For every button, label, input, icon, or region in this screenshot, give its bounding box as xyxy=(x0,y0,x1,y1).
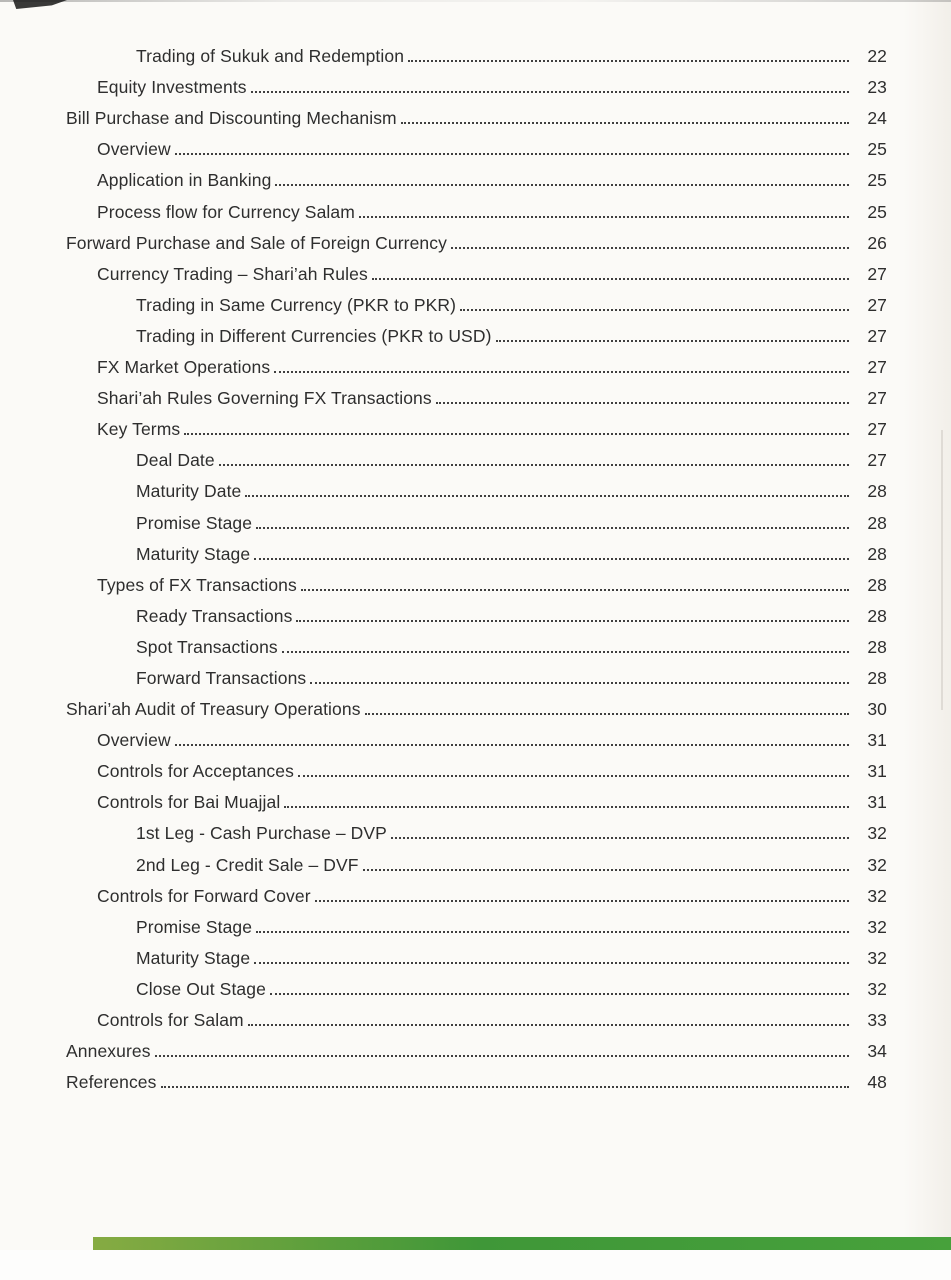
toc-leader-dots xyxy=(275,184,849,186)
toc-entry xyxy=(66,814,887,845)
toc-page-number: 27 xyxy=(867,450,887,471)
toc-page-number: 31 xyxy=(867,792,887,813)
toc-entry xyxy=(66,1001,887,1032)
toc-entry xyxy=(66,192,887,223)
toc-leader-dots xyxy=(460,309,849,311)
toc-entry-title: Spot Transactions xyxy=(136,636,278,657)
toc-entry xyxy=(66,970,887,1001)
toc-entry xyxy=(66,908,887,939)
toc-page-number: 25 xyxy=(867,139,887,160)
toc-entry xyxy=(66,286,887,317)
toc-entry xyxy=(66,1063,887,1094)
toc-leader-dots xyxy=(256,931,849,933)
toc-leader-dots xyxy=(248,1024,849,1026)
toc-leader-dots xyxy=(270,993,849,995)
toc-entry xyxy=(66,441,887,472)
toc-page-number: 33 xyxy=(867,1010,887,1030)
toc-entry xyxy=(66,472,887,503)
toc-entry-title: Process flow for Currency Salam xyxy=(97,201,355,222)
toc-entry xyxy=(66,255,887,286)
toc-entry-title: Shari’ah Audit of Treasury Operations xyxy=(66,699,361,720)
toc-entry-title: Application in Banking xyxy=(97,170,272,191)
toc-entry-title: Forward Purchase and Sale of Foreign Currency xyxy=(66,232,447,253)
toc-page-number: 28 xyxy=(867,481,887,502)
toc-leader-dots xyxy=(284,806,849,808)
toc-entry xyxy=(66,690,887,721)
toc-page-number: 32 xyxy=(867,854,887,875)
toc-leader-dots xyxy=(310,682,849,684)
toc-page-number: 32 xyxy=(867,978,887,999)
toc-page-number: 27 xyxy=(867,357,887,378)
toc-entry xyxy=(66,845,887,876)
toc-entry-title: Maturity Stage xyxy=(136,543,251,564)
toc-leader-dots xyxy=(365,713,849,715)
toc-entry-title: Currency Trading – Shari’ah Rules xyxy=(97,263,368,284)
toc-entry xyxy=(66,99,887,130)
toc-leader-dots xyxy=(372,278,849,280)
toc-page-number: 28 xyxy=(867,543,887,564)
toc-leader-dots xyxy=(175,744,849,746)
toc-entry-title: Controls for Forward Cover xyxy=(97,885,311,906)
toc-leader-dots xyxy=(245,495,849,497)
toc-entry xyxy=(66,659,887,690)
toc-page-number: 27 xyxy=(867,294,887,315)
toc-leader-dots xyxy=(401,122,849,124)
toc-page-number: 22 xyxy=(867,46,887,67)
toc-entry xyxy=(66,68,887,99)
scan-crease-artifact xyxy=(941,430,943,710)
toc-entry xyxy=(66,535,887,566)
toc-leader-dots xyxy=(251,91,849,93)
toc-entry-title: Promise Stage xyxy=(136,512,253,533)
toc-page-number: 32 xyxy=(867,823,887,844)
toc-page-number: 26 xyxy=(867,232,887,253)
toc-entry xyxy=(66,379,887,410)
toc-entry-title: Promise Stage xyxy=(136,916,253,937)
toc-entry-title: Forward Transactions xyxy=(136,667,307,688)
toc-entry-title: FX Market Operations xyxy=(97,357,271,378)
toc-page-number: 27 xyxy=(867,263,887,284)
toc-page-number: 24 xyxy=(867,108,887,129)
toc-entry xyxy=(66,410,887,441)
toc-page-number: 23 xyxy=(867,77,887,98)
toc-leader-dots xyxy=(436,402,849,404)
scan-top-edge-artifact xyxy=(0,0,951,2)
toc-entry xyxy=(66,721,887,752)
toc-entry-title: 2nd Leg - Credit Sale – DVF xyxy=(136,854,359,875)
toc-page-number: 32 xyxy=(867,885,887,906)
toc-entry xyxy=(66,37,887,68)
toc-entry-title: Types of FX Transactions xyxy=(97,574,297,595)
toc-entry xyxy=(66,752,887,783)
toc-entry-title: Shari’ah Rules Governing FX Transactions xyxy=(97,388,432,409)
toc-entry-title: Key Terms xyxy=(97,419,181,440)
toc-entry xyxy=(66,161,887,192)
toc-entry-title: Controls for Bai Muajjal xyxy=(97,792,281,813)
footer-margin xyxy=(0,1250,951,1280)
toc-entry-title: Trading in Different Currencies (PKR to USD) xyxy=(136,325,492,346)
toc-leader-dots xyxy=(298,775,849,777)
toc-leader-dots xyxy=(282,651,849,653)
toc-entry-title: Bill Purchase and Discounting Mechanism xyxy=(66,108,397,129)
toc-entry-title: Overview xyxy=(97,139,171,160)
toc-page-number: 28 xyxy=(867,636,887,657)
toc-entry xyxy=(66,628,887,659)
toc-page-number: 27 xyxy=(867,419,887,440)
toc-page-number: 31 xyxy=(867,730,887,751)
toc-entry xyxy=(66,224,887,255)
toc-leader-dots xyxy=(155,1055,849,1057)
toc-leader-dots xyxy=(161,1086,850,1088)
toc-entry-title: Controls for Acceptances xyxy=(97,761,294,782)
toc-page-number: 28 xyxy=(867,512,887,533)
toc-page-number: 27 xyxy=(867,325,887,346)
toc-leader-dots xyxy=(451,247,849,249)
toc-entry-title: Deal Date xyxy=(136,450,215,471)
scan-corner-artifact xyxy=(13,0,67,9)
toc-entry-title: Ready Transactions xyxy=(136,605,293,626)
toc-page-number: 25 xyxy=(867,201,887,222)
toc-entry-title: References xyxy=(66,1072,157,1093)
toc-leader-dots xyxy=(274,371,849,373)
toc-entry xyxy=(66,348,887,379)
toc-entry-title: Maturity Date xyxy=(136,481,242,502)
toc-page-number: 32 xyxy=(867,916,887,937)
toc-leader-dots xyxy=(391,837,849,839)
toc-page-number: 31 xyxy=(867,761,887,782)
toc-page-number: 32 xyxy=(867,947,887,968)
toc-entry xyxy=(66,1032,887,1063)
toc-entry xyxy=(66,317,887,348)
toc-leader-dots xyxy=(175,153,849,155)
toc-entry-title: 1st Leg - Cash Purchase – DVP xyxy=(136,823,387,844)
toc-leader-dots xyxy=(315,900,849,902)
toc-list xyxy=(66,37,887,1094)
toc-leader-dots xyxy=(359,216,849,218)
toc-entry xyxy=(66,130,887,161)
toc-entry-title: Overview xyxy=(97,730,171,751)
toc-leader-dots xyxy=(296,620,849,622)
toc-page-number: 27 xyxy=(867,388,887,409)
toc-page-number: 28 xyxy=(867,574,887,595)
toc-leader-dots xyxy=(256,527,849,529)
toc-page-number: 25 xyxy=(867,170,887,191)
toc-leader-dots xyxy=(184,433,849,435)
toc-entry-title: Controls for Salam xyxy=(97,1010,244,1030)
toc-entry xyxy=(66,877,887,908)
toc-entry-title: Trading in Same Currency (PKR to PKR) xyxy=(136,294,457,315)
toc-entry-title: Trading of Sukuk and Redemption xyxy=(136,46,405,67)
toc-page-number: 28 xyxy=(867,667,887,688)
toc-page-number: 30 xyxy=(867,699,887,720)
toc-leader-dots xyxy=(408,60,849,62)
toc-leader-dots xyxy=(496,340,850,342)
toc-entry xyxy=(66,939,887,970)
footer-accent-bar xyxy=(93,1237,951,1250)
toc-entry-title: Annexures xyxy=(66,1041,151,1062)
toc-page-number: 34 xyxy=(867,1041,887,1062)
toc-leader-dots xyxy=(219,464,849,466)
toc-entry-title: Maturity Stage xyxy=(136,947,251,968)
toc-leader-dots xyxy=(363,869,849,871)
toc-page-number: 28 xyxy=(867,605,887,626)
toc-entry xyxy=(66,783,887,814)
toc-entry-title: Equity Investments xyxy=(97,77,247,98)
toc-leader-dots xyxy=(254,962,849,964)
toc-entry xyxy=(66,503,887,534)
toc-leader-dots xyxy=(301,589,849,591)
toc-entry xyxy=(66,566,887,597)
toc-entry-title: Close Out Stage xyxy=(136,978,266,999)
toc-page-number: 48 xyxy=(867,1072,887,1093)
toc-entry xyxy=(66,597,887,628)
toc-leader-dots xyxy=(254,558,849,560)
